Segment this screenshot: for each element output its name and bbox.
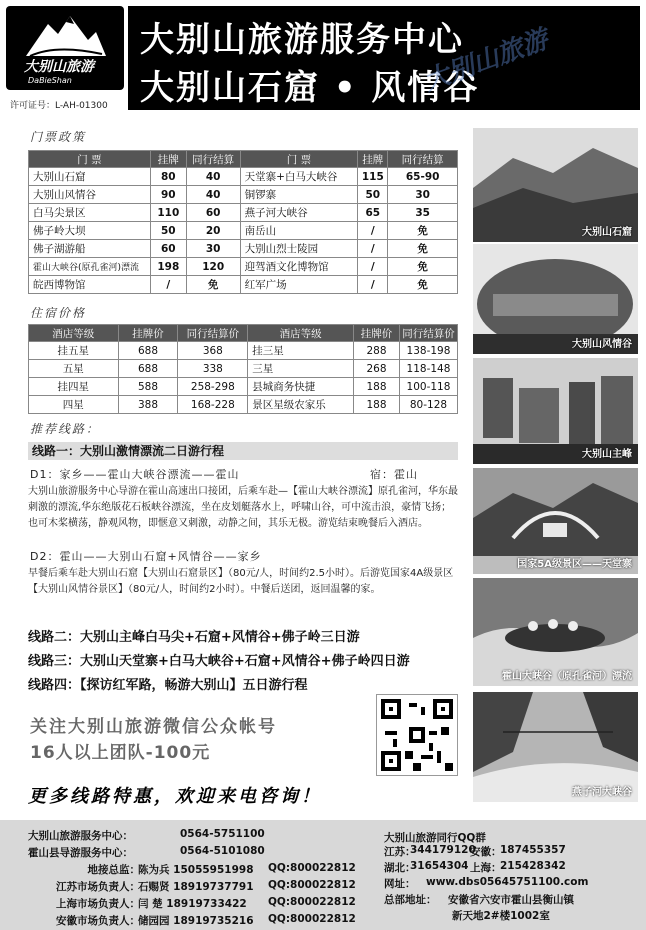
footer-contact-qq: QQ:800022812 <box>268 862 356 874</box>
ticket-heading: 门票政策 <box>30 130 87 144</box>
table-cell: 80-128 <box>399 396 457 414</box>
table-cell: 免 <box>388 258 458 276</box>
address-line-2: 新天地2#楼1002室 <box>452 910 550 922</box>
table-header-cell: 挂牌 <box>358 151 388 168</box>
table-cell: 挂三星 <box>248 342 354 360</box>
table-cell: 五星 <box>29 360 119 378</box>
mountain-logo-icon <box>26 14 106 58</box>
table-cell: 35 <box>388 204 458 222</box>
table-header-cell: 挂牌价 <box>354 325 400 342</box>
table-cell: 90 <box>150 186 186 204</box>
title-banner <box>128 6 640 110</box>
photo-caption: 大别山风情谷 <box>572 339 632 350</box>
watermark: 大别山旅游 <box>419 24 553 98</box>
table-header-cell: 门 票 <box>29 151 151 168</box>
footer-contact-value: 储园园 18919735216 <box>138 915 254 927</box>
table-row <box>29 360 458 378</box>
table-cell: 红军广场 <box>240 276 358 294</box>
table-cell: 688 <box>118 360 178 378</box>
day-2-title: D2：霍山——大别山石窟+风情谷——家乡 <box>30 550 262 563</box>
table-cell: 60 <box>150 240 186 258</box>
footer-contact-label: 安徽市场负责人： <box>56 915 140 927</box>
qq-region-label: 上海： <box>470 862 502 874</box>
ticket-table <box>28 150 458 294</box>
photo-caption: 大别山石窟 <box>582 227 632 238</box>
table-cell: 60 <box>186 204 240 222</box>
table-cell: / <box>358 276 388 294</box>
footer-contact-label: 霍山县导游服务中心： <box>28 847 133 859</box>
table-row <box>29 168 458 186</box>
table-cell: 县城商务快捷 <box>248 378 354 396</box>
hotel-table <box>28 324 458 414</box>
photo-tiantangzhai <box>473 468 638 574</box>
day-2-description: 早餐后乘车赴大别山石窟【大别山石窟景区】（80元/人，时间约2.5小时）。后游览国家4A级景区【大别山风情谷景区】（80元/人，时间约2小时）。中餐后送团，返回温馨的家。 <box>28 568 454 595</box>
table-cell: 铜锣寨 <box>240 186 358 204</box>
table-row <box>29 240 458 258</box>
table-cell: 三星 <box>248 360 354 378</box>
table-cell: 20 <box>186 222 240 240</box>
table-cell: 65 <box>358 204 388 222</box>
day-1-description: 大别山旅游服务中心导游在霍山高速出口接团，后乘车赴—【霍山大峡谷漂流】原孔雀河，华东最刺激的漂流,华东绝版花石板峡谷漂流，坐在皮划艇落水上，呼啸山谷，可中流击浪，豪情飞扬；也可木桨横荡，静观风物，即惬意又刺激，动静之间，其乐无极。游览结束晚餐后入酒店。 <box>28 486 458 529</box>
table-cell: 368 <box>178 342 248 360</box>
photo-fengqinggu <box>473 244 638 354</box>
table-cell: 30 <box>388 186 458 204</box>
photo-caption: 大别山主峰 <box>582 449 632 460</box>
photo-shiku <box>473 128 638 242</box>
table-cell: 50 <box>150 222 186 240</box>
logo <box>6 6 124 90</box>
table-cell: 挂四星 <box>29 378 119 396</box>
table-cell: 65-90 <box>388 168 458 186</box>
qq-group-number: 187455357 <box>500 844 566 856</box>
qq-group-number: 31654304 <box>410 860 469 872</box>
route-4-title: 线路四：【探访红军路，畅游大别山】五日游行程 <box>28 678 308 693</box>
table-header-cell: 同行结算价 <box>399 325 457 342</box>
website-label: 网址： <box>384 878 416 890</box>
group-discount-text: 16人以上团队-100元 <box>30 743 211 763</box>
footer-contact-qq: QQ:800022812 <box>268 913 356 925</box>
table-cell: 大别山石窟 <box>29 168 151 186</box>
table-cell: 大别山烈士陵园 <box>240 240 358 258</box>
more-offers-text: 更多线路特惠，欢迎来电咨询！ <box>28 786 322 807</box>
address-line-1: 安徽省六安市霍山县衡山镇 <box>448 894 574 906</box>
table-cell: 佛子岭大坝 <box>29 222 151 240</box>
table-cell: 免 <box>186 276 240 294</box>
photo-caption: 霍山大峡谷（原孔雀河）漂流 <box>502 671 632 682</box>
table-cell: 338 <box>178 360 248 378</box>
route-2-title: 线路二：大别山主峰白马尖+石窟+风情谷+佛子岭三日游 <box>28 630 360 645</box>
table-row <box>29 186 458 204</box>
table-cell: 388 <box>118 396 178 414</box>
table-cell: 佛子湖游船 <box>29 240 151 258</box>
table-cell: 四星 <box>29 396 119 414</box>
table-cell: 景区星级农家乐 <box>248 396 354 414</box>
photo-caption: 燕子河大峡谷 <box>572 787 632 798</box>
footer-contact-label: 上海市场负责人： <box>56 898 140 910</box>
table-cell: / <box>358 222 388 240</box>
table-cell: 198 <box>150 258 186 276</box>
header <box>0 0 646 118</box>
footer-contact-value: 闫 楚 18919733422 <box>138 898 247 910</box>
routes-heading: 推荐线路： <box>30 422 101 436</box>
footer-contact-value: 0564-5751100 <box>180 828 265 840</box>
footer-contact-label: 江苏市场负责人： <box>56 881 140 893</box>
table-cell: 皖西博物馆 <box>29 276 151 294</box>
logo-subtext: DaBieShan <box>28 76 72 85</box>
table-cell: 40 <box>186 168 240 186</box>
table-cell: 白马尖景区 <box>29 204 151 222</box>
table-cell: 南岳山 <box>240 222 358 240</box>
hotel-heading: 住宿价格 <box>30 306 87 320</box>
table-cell: / <box>358 258 388 276</box>
table-row <box>29 342 458 360</box>
table-header-cell: 酒店等级 <box>248 325 354 342</box>
table-cell: 天堂寨+白马大峡谷 <box>240 168 358 186</box>
photo-caption: 国家5A级景区——天堂寨 <box>517 559 632 570</box>
website-url[interactable]: www.dbs05645751100.com <box>426 876 589 888</box>
table-cell: 258-298 <box>178 378 248 396</box>
table-row <box>29 396 458 414</box>
footer-contact-value: 0564-5101080 <box>180 845 265 857</box>
table-cell: 免 <box>388 276 458 294</box>
table-row <box>29 378 458 396</box>
table-row <box>29 204 458 222</box>
table-cell: 免 <box>388 222 458 240</box>
table-cell: 268 <box>354 360 400 378</box>
title-line-1: 大别山旅游服务中心 <box>140 20 464 60</box>
footer-contact-value: 陈为兵 15055951998 <box>138 864 254 876</box>
table-row <box>29 258 458 276</box>
table-header-cell: 挂牌价 <box>118 325 178 342</box>
qq-group-title: 大别山旅游同行QQ群 <box>384 832 486 844</box>
footer-contact-label: 地接总监： <box>87 864 140 876</box>
table-header-cell: 门 票 <box>240 151 358 168</box>
table-cell: 燕子河大峡谷 <box>240 204 358 222</box>
table-cell: 40 <box>186 186 240 204</box>
address-label: 总部地址： <box>384 894 437 906</box>
table-header-cell: 挂牌 <box>150 151 186 168</box>
footer-contact-value: 石赐贤 18919737791 <box>138 881 254 893</box>
table-cell: 110 <box>150 204 186 222</box>
qq-region-label: 湖北： <box>384 862 416 874</box>
title-line-2: 大别山石窟 • 风情谷 <box>140 68 480 108</box>
table-cell: 168-228 <box>178 396 248 414</box>
qr-code <box>376 694 458 776</box>
table-cell: 118-148 <box>399 360 457 378</box>
photo-rafting <box>473 578 638 686</box>
table-cell: 免 <box>388 240 458 258</box>
table-cell: 迎驾酒文化博物馆 <box>240 258 358 276</box>
footer <box>0 820 646 930</box>
table-header-cell: 同行结算价 <box>178 325 248 342</box>
photo-zhufeng <box>473 358 638 464</box>
qq-group-number: 344179120 <box>410 844 476 856</box>
route-1-title: 线路一：大别山激情漂流二日游行程 <box>28 442 458 460</box>
table-cell: 688 <box>118 342 178 360</box>
table-cell: 188 <box>354 396 400 414</box>
table-header-cell: 同行结算 <box>388 151 458 168</box>
table-header-cell: 酒店等级 <box>29 325 119 342</box>
qq-region-label: 江苏： <box>384 846 416 858</box>
table-cell: 115 <box>358 168 388 186</box>
qq-region-label: 安徽： <box>470 846 502 858</box>
table-row <box>29 276 458 294</box>
license-number: 许可证号：L-AH-01300 <box>10 101 108 111</box>
photo-yanzihe <box>473 692 638 802</box>
footer-contact-label: 大别山旅游服务中心： <box>28 830 133 842</box>
table-cell: 188 <box>354 378 400 396</box>
table-cell: 120 <box>186 258 240 276</box>
logo-text: 大别山旅游 <box>24 59 94 75</box>
table-header-cell: 同行结算 <box>186 151 240 168</box>
table-cell: 100-118 <box>399 378 457 396</box>
table-cell: 挂五星 <box>29 342 119 360</box>
table-cell: / <box>150 276 186 294</box>
table-cell: 138-198 <box>399 342 457 360</box>
day-1-title: D1：家乡——霍山大峡谷漂流——霍山 <box>30 468 240 481</box>
footer-contact-qq: QQ:800022812 <box>268 896 356 908</box>
table-cell: 50 <box>358 186 388 204</box>
qr-code-icon <box>377 695 457 775</box>
table-row <box>29 222 458 240</box>
table-cell: 霍山大峡谷(原孔雀河)漂流 <box>29 258 151 276</box>
table-cell: 大别山风情谷 <box>29 186 151 204</box>
table-cell: 30 <box>186 240 240 258</box>
day-1-stay: 宿：霍山 <box>370 468 418 481</box>
route-3-title: 线路三：大别山天堂寨+白马大峡谷+石窟+风情谷+佛子岭四日游 <box>28 654 410 669</box>
footer-contact-qq: QQ:800022812 <box>268 879 356 891</box>
table-cell: / <box>358 240 388 258</box>
table-cell: 80 <box>150 168 186 186</box>
table-cell: 588 <box>118 378 178 396</box>
qq-group-number: 215428342 <box>500 860 566 872</box>
wechat-follow-text: 关注大别山旅游微信公众帐号 <box>30 717 277 737</box>
table-cell: 288 <box>354 342 400 360</box>
